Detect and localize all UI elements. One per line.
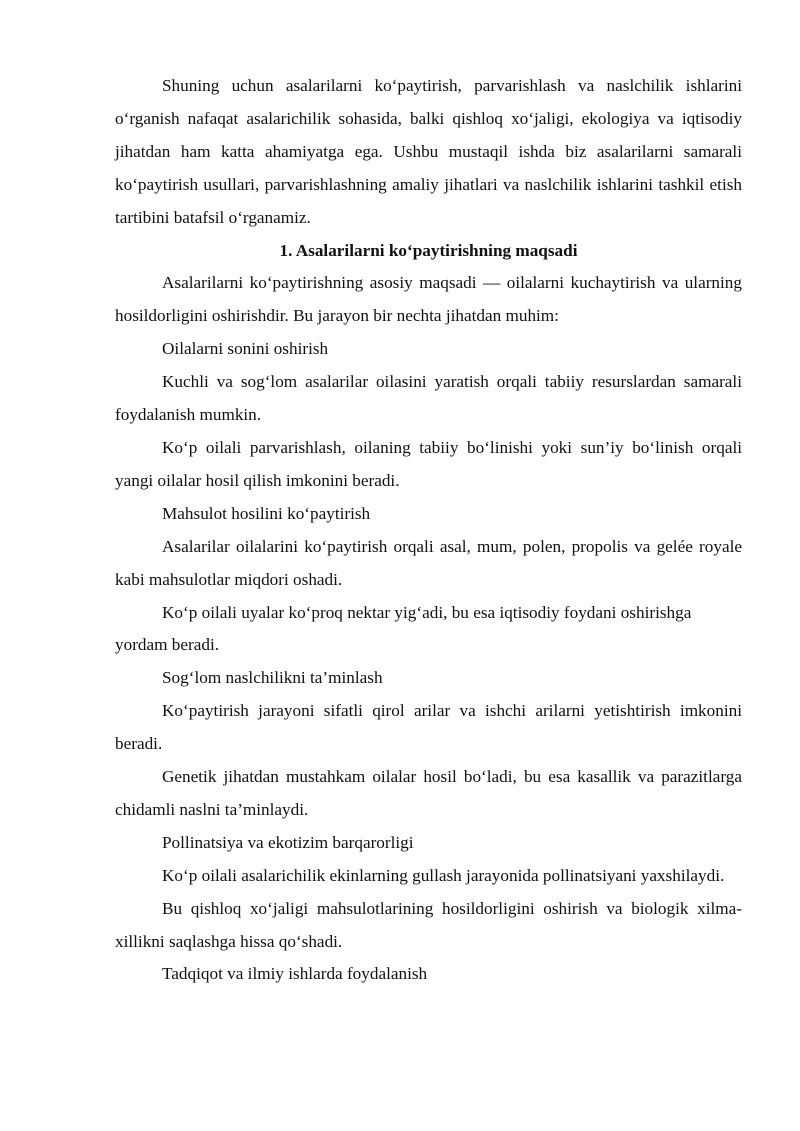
subheading-pollination: Pollinatsiya va ekotizim barqarorligi [162,832,414,852]
paragraph-products: Asalarilar oilalarini ko‘paytirish orqali asal, mum, polen, propolis va gelée royale kabi mahsulotlar miqdori oshadi. [115,536,742,589]
section-heading: 1. Asalarilarni ko‘paytirishning maqsadi [279,240,578,260]
paragraph-biodiversity: Bu qishloq xo‘jaligi mahsulotlarining hosildorligini oshirish va biologik xilma-xillikni saqlashga hissa qo‘shadi. [115,898,742,951]
document-page [115,70,742,991]
paragraph-genetics: Genetik jihatdan mustahkam oilalar hosil bo‘ladi, bu esa kasallik va parazitlarga chidamli naslni ta’minlaydi. [115,767,742,819]
paragraph-strong-colonies: Kuchli va sog‘lom asalarilar oilasini yaratish orqali tabiiy resurslardan samarali foydalanish mumkin. [115,372,742,425]
paragraph-colony-division: Ko‘p oilali parvarishlash, oilaning tabiiy bo‘linishi yoki sun’iy bo‘linish orqali yangi oilalar hosil qilish imkonini beradi. [115,437,742,490]
subheading-research: Tadqiqot va ilmiy ishlarda foydalanish [162,964,428,984]
paragraph-nectar: Ko‘p oilali uyalar ko‘proq nektar yig‘adi, bu esa iqtisodiy foydani oshirishga yordam beradi. [115,602,692,655]
subheading-colonies: Oilalarni sonini oshirish [162,339,329,359]
paragraph-queens: Ko‘paytirish jarayoni sifatli qirol arilar va ishchi arilarni yetishtirish imkonini beradi. [115,701,742,754]
subheading-breeding: Sog‘lom naslchilikni ta’minlash [162,668,383,688]
intro-paragraph: Shuning uchun asalarilarni ko‘paytirish, parvarishlash va naslchilik ishlarini o‘rganish nafaqat asalarichilik sohasida, balki qishloq xo‘jaligi, ekologiya va iqtisodiy jihatdan ham katta ahamiyatga ega. Ushbu mustaqil ishda biz asalarilarni samarali ko‘paytirish usullari, parvarishlashning amaliy jihatlari va naslchilik ishlarini tashkil etish tartibini batafsil o‘rganamiz. [115,76,742,227]
paragraph-pollination: Ko‘p oilali asalarichilik ekinlarning gullash jarayonida pollinatsiyani yaxshilaydi. [162,865,725,885]
subheading-products: Mahsulot hosilini ko‘paytirish [162,503,371,523]
purpose-paragraph: Asalarilarni ko‘paytirishning asosiy maqsadi — oilalarni kuchaytirish va ularning hosildorligini oshirishdir. Bu jarayon bir nechta jihatdan muhim: [115,273,742,326]
